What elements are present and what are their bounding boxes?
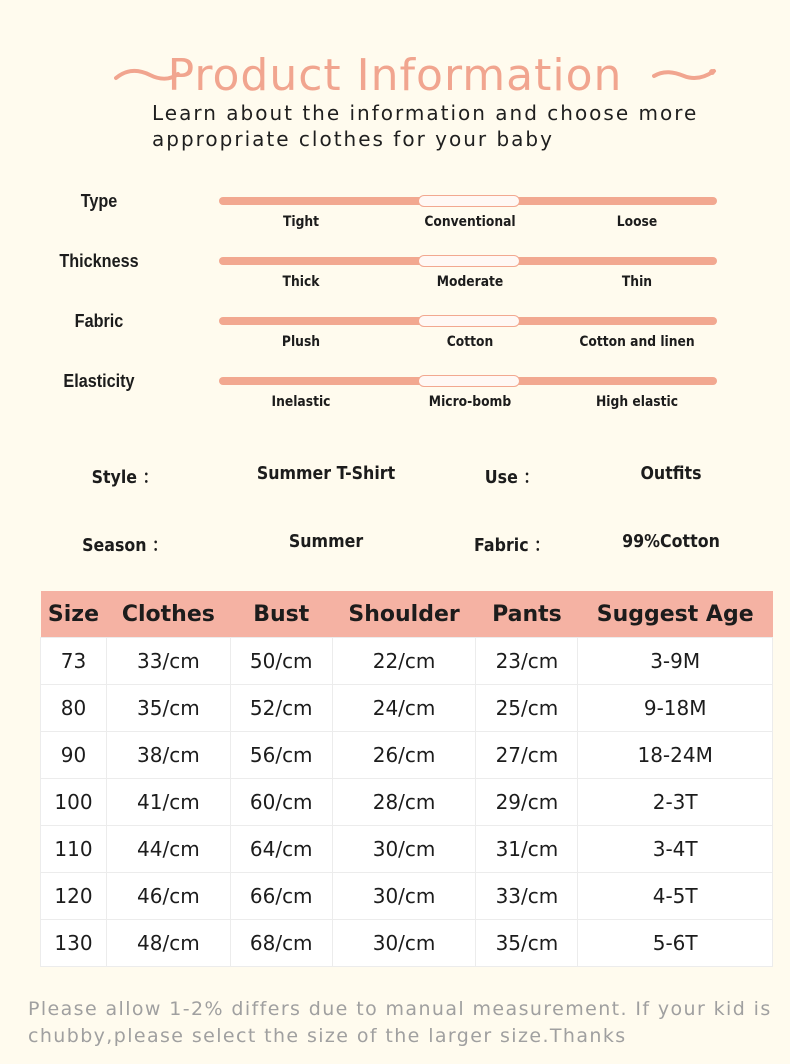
attr-option-cotton-and-linen: Cotton and linen	[579, 334, 695, 350]
cell-bust: 52/cm	[230, 685, 332, 732]
cell-suggest-age: 2-3T	[578, 779, 773, 826]
column-header-clothes: Clothes	[106, 591, 230, 638]
column-header-size: Size	[41, 591, 107, 638]
info-style-value: Summer T-Shirt	[256, 463, 396, 484]
cell-suggest-age: 9-18M	[578, 685, 773, 732]
table-row	[41, 732, 773, 779]
cell-clothes: 44/cm	[106, 826, 230, 873]
attr-label-fabric: Fabric	[74, 311, 124, 331]
cell-size: 130	[41, 920, 107, 967]
attr-option-thin: Thin	[621, 274, 653, 290]
cell-suggest-age: 5-6T	[578, 920, 773, 967]
cell-pants: 25/cm	[476, 685, 578, 732]
attr-knob-fabric	[418, 315, 520, 327]
attr-knob-elasticity	[418, 375, 520, 387]
attr-option-moderate: Moderate	[436, 274, 504, 290]
attr-option-inelastic: Inelastic	[271, 394, 331, 410]
table-row	[41, 779, 773, 826]
info-use-label: Use ：	[484, 467, 540, 488]
cell-bust: 56/cm	[230, 732, 332, 779]
attr-option-cotton: Cotton	[446, 334, 494, 350]
info-use-value: Outfits	[640, 463, 702, 484]
attr-label-elasticity: Elasticity	[63, 371, 135, 391]
cell-pants: 35/cm	[476, 920, 578, 967]
attr-option-loose: Loose	[616, 214, 658, 230]
page-title: Product Information	[167, 50, 623, 101]
cell-suggest-age: 3-9M	[578, 638, 773, 685]
cell-bust: 64/cm	[230, 826, 332, 873]
cell-bust: 68/cm	[230, 920, 332, 967]
attr-label-thickness: Thickness	[59, 251, 139, 271]
cell-clothes: 41/cm	[106, 779, 230, 826]
subtitle-line-2: appropriate clothes for your baby	[152, 127, 554, 151]
cell-suggest-age: 18-24M	[578, 732, 773, 779]
attr-option-conventional: Conventional	[424, 214, 516, 230]
page-subtitle	[152, 100, 732, 152]
info-fabric-label: Fabric ：	[474, 535, 550, 556]
cell-pants: 27/cm	[476, 732, 578, 779]
column-header-shoulder: Shoulder	[332, 591, 476, 638]
info-season-label: Season ：	[82, 535, 168, 556]
cell-bust: 50/cm	[230, 638, 332, 685]
cell-shoulder: 30/cm	[332, 873, 476, 920]
cell-size: 120	[41, 873, 107, 920]
attr-option-thick: Thick	[282, 274, 320, 290]
attr-knob-type	[418, 195, 520, 207]
info-style-label: Style ：	[91, 467, 159, 488]
cell-size: 110	[41, 826, 107, 873]
table-row	[41, 685, 773, 732]
attr-option-plush: Plush	[281, 334, 321, 350]
info-season-value: Summer	[288, 531, 364, 552]
cell-size: 100	[41, 779, 107, 826]
cell-clothes: 33/cm	[106, 638, 230, 685]
disclaimer-line-1: Please allow 1-2% differs due to manual measurement. If your kid is	[28, 998, 772, 1020]
table-row	[41, 826, 773, 873]
cell-size: 90	[41, 732, 107, 779]
table-row	[41, 638, 773, 685]
cell-size: 73	[41, 638, 107, 685]
info-fabric-value: 99%Cotton	[622, 531, 720, 552]
cell-pants: 23/cm	[476, 638, 578, 685]
cell-clothes: 35/cm	[106, 685, 230, 732]
cell-shoulder: 28/cm	[332, 779, 476, 826]
right-swoosh-ornament	[652, 66, 718, 86]
cell-suggest-age: 3-4T	[578, 826, 773, 873]
column-header-bust: Bust	[230, 591, 332, 638]
disclaimer-line-2: chubby,please select the size of the larger size.Thanks	[28, 1025, 627, 1047]
cell-pants: 33/cm	[476, 873, 578, 920]
cell-shoulder: 24/cm	[332, 685, 476, 732]
cell-pants: 31/cm	[476, 826, 578, 873]
table-header-row	[41, 591, 773, 638]
cell-clothes: 48/cm	[106, 920, 230, 967]
cell-pants: 29/cm	[476, 779, 578, 826]
cell-size: 80	[41, 685, 107, 732]
attr-knob-thickness	[418, 255, 520, 267]
table-row	[41, 873, 773, 920]
cell-shoulder: 30/cm	[332, 920, 476, 967]
cell-bust: 60/cm	[230, 779, 332, 826]
size-chart-table	[40, 591, 773, 967]
cell-suggest-age: 4-5T	[578, 873, 773, 920]
cell-shoulder: 30/cm	[332, 826, 476, 873]
table-row	[41, 920, 773, 967]
attr-option-high-elastic: High elastic	[595, 394, 679, 410]
cell-bust: 66/cm	[230, 873, 332, 920]
subtitle-line-1: Learn about the information and choose more	[152, 101, 699, 125]
attr-option-micro-bomb: Micro-bomb	[428, 394, 512, 410]
cell-shoulder: 22/cm	[332, 638, 476, 685]
column-header-suggest-age: Suggest Age	[578, 591, 773, 638]
cell-clothes: 38/cm	[106, 732, 230, 779]
cell-shoulder: 26/cm	[332, 732, 476, 779]
cell-clothes: 46/cm	[106, 873, 230, 920]
attr-option-tight: Tight	[282, 214, 320, 230]
column-header-pants: Pants	[476, 591, 578, 638]
attr-label-type: Type	[80, 191, 118, 211]
measurement-disclaimer	[28, 996, 788, 1050]
